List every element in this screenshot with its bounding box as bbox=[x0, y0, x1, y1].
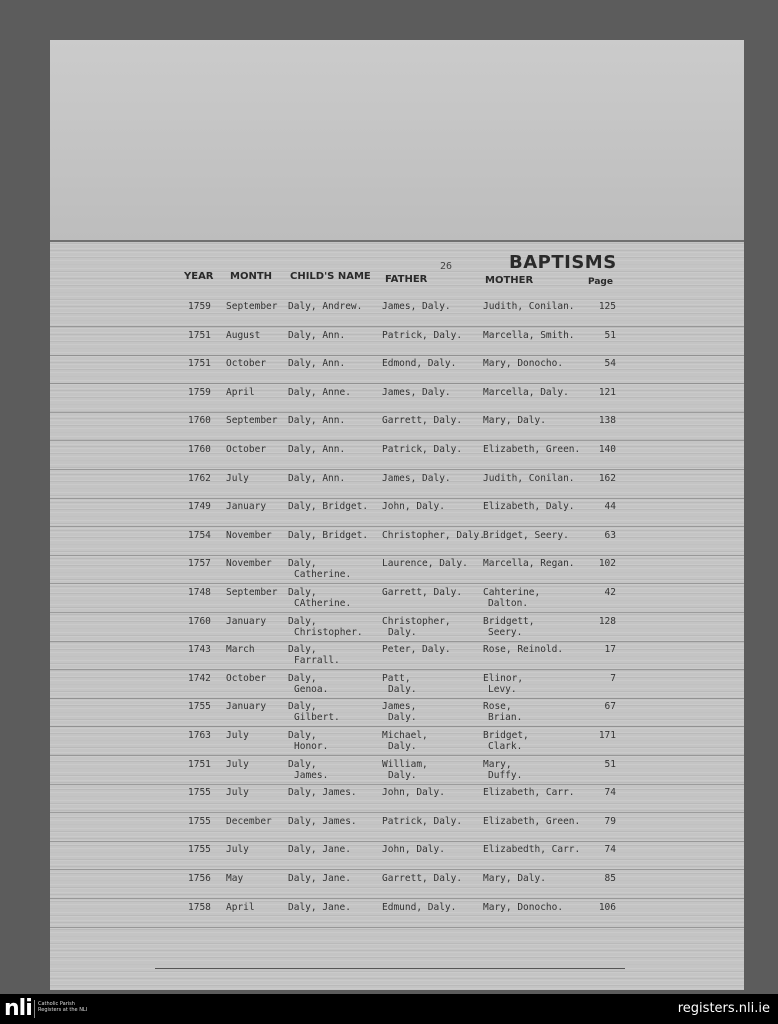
cell-father: James, bbox=[382, 701, 417, 712]
cell-month: April bbox=[226, 387, 255, 398]
cell-page: 125 bbox=[598, 301, 616, 312]
site-link[interactable]: registers.nli.ie bbox=[677, 1001, 770, 1016]
page-number: 26 bbox=[440, 261, 453, 272]
cell-month: January bbox=[226, 701, 267, 712]
cell-mother-line2: Clark. bbox=[488, 741, 523, 752]
table-row bbox=[50, 388, 744, 412]
cell-father: Laurence, Daly. bbox=[382, 558, 468, 569]
cell-mother: Mary, bbox=[483, 759, 512, 770]
cell-page: 17 bbox=[604, 644, 616, 655]
cell-year: 1743 bbox=[188, 644, 211, 655]
row-rule bbox=[50, 927, 744, 928]
cell-mother: Mary, Daly. bbox=[483, 873, 546, 884]
cell-child: Daly, Andrew. bbox=[288, 301, 363, 312]
cell-year: 1758 bbox=[188, 902, 211, 913]
table-row bbox=[50, 731, 744, 755]
table-row bbox=[50, 445, 744, 469]
cell-mother: Elizabedth, Carr. bbox=[483, 844, 581, 855]
footer-bar bbox=[0, 994, 778, 1024]
cell-child: Daly, bbox=[288, 701, 317, 712]
header-father: FATHER bbox=[385, 274, 428, 285]
nli-logo[interactable]: nli bbox=[4, 996, 32, 1021]
cell-month: September bbox=[226, 587, 278, 598]
table-row bbox=[50, 359, 744, 383]
header-child-name: CHILD'S NAME bbox=[290, 271, 371, 282]
cell-year: 1754 bbox=[188, 530, 211, 541]
cell-child: Daly, Jane. bbox=[288, 844, 351, 855]
cell-child-line2: Honor. bbox=[294, 741, 329, 752]
cell-year: 1760 bbox=[188, 415, 211, 426]
cell-child: Daly, James. bbox=[288, 816, 357, 827]
cell-month: May bbox=[226, 873, 244, 884]
cell-mother: Mary, Donocho. bbox=[483, 358, 564, 369]
cell-mother: Rose, Reinold. bbox=[483, 644, 564, 655]
row-rule bbox=[50, 784, 744, 785]
cell-child: Daly, Ann. bbox=[288, 415, 346, 426]
cell-child: Daly, bbox=[288, 673, 317, 684]
row-rule bbox=[50, 526, 744, 527]
cell-child: Daly, Ann. bbox=[288, 330, 346, 341]
cell-month: March bbox=[226, 644, 255, 655]
table-row bbox=[50, 617, 744, 641]
cell-month: October bbox=[226, 444, 267, 455]
cell-father-line2: Daly. bbox=[388, 770, 417, 781]
cell-father: Peter, Daly. bbox=[382, 644, 451, 655]
cell-child: Daly, bbox=[288, 558, 317, 569]
cell-child-line2: Catherine. bbox=[294, 569, 352, 580]
cell-mother: Marcella, Daly. bbox=[483, 387, 569, 398]
cell-mother-line2: Seery. bbox=[488, 627, 523, 638]
cell-father: Patrick, Daly. bbox=[382, 444, 463, 455]
cell-page: 138 bbox=[598, 415, 616, 426]
cell-page: 140 bbox=[598, 444, 616, 455]
cell-page: 102 bbox=[598, 558, 616, 569]
cell-year: 1757 bbox=[188, 558, 211, 569]
blank-upper-area bbox=[50, 40, 744, 240]
cell-father: Garrett, Daly. bbox=[382, 587, 463, 598]
row-rule bbox=[50, 669, 744, 670]
logo-caption: Catholic Parish Registers at the NLI bbox=[38, 1001, 88, 1013]
cell-father: John, Daly. bbox=[382, 501, 445, 512]
logo-divider bbox=[34, 1000, 35, 1018]
table-row bbox=[50, 788, 744, 812]
row-rule bbox=[50, 726, 744, 727]
cell-page: 74 bbox=[604, 844, 616, 855]
cell-child: Daly, Bridget. bbox=[288, 501, 369, 512]
table-row bbox=[50, 874, 744, 898]
row-rule bbox=[50, 869, 744, 870]
cell-month: November bbox=[226, 530, 272, 541]
row-rule bbox=[50, 841, 744, 842]
row-rule bbox=[50, 326, 744, 327]
cell-child: Daly, Bridget. bbox=[288, 530, 369, 541]
cell-year: 1751 bbox=[188, 358, 211, 369]
cell-mother-line2: Dalton. bbox=[488, 598, 529, 609]
cell-month: January bbox=[226, 501, 267, 512]
cell-page: 54 bbox=[604, 358, 616, 369]
cell-page: 128 bbox=[598, 616, 616, 627]
cell-child: Daly, bbox=[288, 587, 317, 598]
table-row bbox=[50, 845, 744, 869]
cell-mother: Cahterine, bbox=[483, 587, 541, 598]
cell-mother: Bridgett, bbox=[483, 616, 535, 627]
cell-mother: Rose, bbox=[483, 701, 512, 712]
row-rule bbox=[50, 755, 744, 756]
cell-child: Daly, bbox=[288, 616, 317, 627]
cell-page: 51 bbox=[604, 330, 616, 341]
table-row bbox=[50, 474, 744, 498]
cell-father: John, Daly. bbox=[382, 844, 445, 855]
table-row bbox=[50, 645, 744, 669]
page-fold-line bbox=[50, 240, 744, 242]
cell-father: Patrick, Daly. bbox=[382, 816, 463, 827]
cell-father: John, Daly. bbox=[382, 787, 445, 798]
table-row bbox=[50, 903, 744, 927]
cell-father: Patrick, Daly. bbox=[382, 330, 463, 341]
cell-mother-line2: Levy. bbox=[488, 684, 517, 695]
cell-child-line2: CAtherine. bbox=[294, 598, 352, 609]
cell-child-line2: Farrall. bbox=[294, 655, 340, 666]
row-rule bbox=[50, 440, 744, 441]
cell-child: Daly, bbox=[288, 730, 317, 741]
cell-father: Garrett, Daly. bbox=[382, 873, 463, 884]
cell-year: 1748 bbox=[188, 587, 211, 598]
cell-year: 1749 bbox=[188, 501, 211, 512]
cell-page: 63 bbox=[604, 530, 616, 541]
cell-year: 1759 bbox=[188, 387, 211, 398]
cell-page: 44 bbox=[604, 501, 616, 512]
row-rule bbox=[50, 641, 744, 642]
cell-mother-line2: Duffy. bbox=[488, 770, 523, 781]
cell-child-line2: Gilbert. bbox=[294, 712, 340, 723]
cell-month: September bbox=[226, 301, 278, 312]
cell-child: Daly, bbox=[288, 759, 317, 770]
cell-father-line2: Daly. bbox=[388, 684, 417, 695]
cell-mother: Marcella, Smith. bbox=[483, 330, 575, 341]
cell-child: Daly, Ann. bbox=[288, 444, 346, 455]
cell-year: 1751 bbox=[188, 759, 211, 770]
cell-month: July bbox=[226, 730, 249, 741]
cell-mother: Bridget, Seery. bbox=[483, 530, 569, 541]
row-rule bbox=[50, 555, 744, 556]
cell-year: 1755 bbox=[188, 701, 211, 712]
cell-month: December bbox=[226, 816, 272, 827]
cell-father: James, Daly. bbox=[382, 473, 451, 484]
cell-father-line2: Daly. bbox=[388, 712, 417, 723]
cell-page: 67 bbox=[604, 701, 616, 712]
cell-child: Daly, Jane. bbox=[288, 873, 351, 884]
cell-mother: Bridget, bbox=[483, 730, 529, 741]
cell-mother: Elizabeth, Daly. bbox=[483, 501, 575, 512]
row-rule bbox=[50, 812, 744, 813]
cell-child-line2: Genoa. bbox=[294, 684, 329, 695]
table-row bbox=[50, 331, 744, 355]
cell-mother: Mary, Donocho. bbox=[483, 902, 564, 913]
page-title: BAPTISMS bbox=[509, 252, 617, 273]
cell-page: 162 bbox=[598, 473, 616, 484]
row-rule bbox=[50, 498, 744, 499]
cell-month: January bbox=[226, 616, 267, 627]
cell-month: November bbox=[226, 558, 272, 569]
table-row bbox=[50, 674, 744, 698]
cell-month: August bbox=[226, 330, 261, 341]
table-row bbox=[50, 531, 744, 555]
table-row bbox=[50, 559, 744, 583]
row-rule bbox=[50, 412, 744, 413]
cell-mother: Mary, Daly. bbox=[483, 415, 546, 426]
cell-father: William, bbox=[382, 759, 428, 770]
cell-mother-line2: Brian. bbox=[488, 712, 523, 723]
header-mother: MOTHER bbox=[485, 275, 534, 286]
cell-father: Christopher, Daly. bbox=[382, 530, 485, 541]
cell-father: James, Daly. bbox=[382, 387, 451, 398]
cell-mother: Elizabeth, Green. bbox=[483, 444, 581, 455]
table-row bbox=[50, 760, 744, 784]
row-rule bbox=[50, 612, 744, 613]
cell-year: 1755 bbox=[188, 816, 211, 827]
cell-month: October bbox=[226, 358, 267, 369]
cell-month: July bbox=[226, 759, 249, 770]
cell-year: 1759 bbox=[188, 301, 211, 312]
cell-year: 1762 bbox=[188, 473, 211, 484]
bottom-rule bbox=[155, 968, 625, 969]
cell-year: 1742 bbox=[188, 673, 211, 684]
cell-father: Garrett, Daly. bbox=[382, 415, 463, 426]
cell-year: 1751 bbox=[188, 330, 211, 341]
cell-father: Michael, bbox=[382, 730, 428, 741]
cell-page: 121 bbox=[598, 387, 616, 398]
cell-month: July bbox=[226, 844, 249, 855]
cell-father: Christopher, bbox=[382, 616, 451, 627]
cell-month: July bbox=[226, 787, 249, 798]
cell-child-line2: Christopher. bbox=[294, 627, 363, 638]
cell-page: 79 bbox=[604, 816, 616, 827]
register-page bbox=[50, 40, 744, 990]
cell-month: September bbox=[226, 415, 278, 426]
cell-father-line2: Daly. bbox=[388, 627, 417, 638]
table-row bbox=[50, 588, 744, 612]
row-rule bbox=[50, 583, 744, 584]
cell-year: 1760 bbox=[188, 616, 211, 627]
cell-year: 1756 bbox=[188, 873, 211, 884]
table-row bbox=[50, 502, 744, 526]
cell-father: Patt, bbox=[382, 673, 411, 684]
cell-page: 171 bbox=[598, 730, 616, 741]
cell-page: 42 bbox=[604, 587, 616, 598]
cell-year: 1755 bbox=[188, 844, 211, 855]
table-row bbox=[50, 302, 744, 326]
cell-father: James, Daly. bbox=[382, 301, 451, 312]
cell-mother: Judith, Conilan. bbox=[483, 301, 575, 312]
cell-father-line2: Daly. bbox=[388, 741, 417, 752]
row-rule bbox=[50, 898, 744, 899]
cell-year: 1760 bbox=[188, 444, 211, 455]
cell-month: April bbox=[226, 902, 255, 913]
cell-child: Daly, bbox=[288, 644, 317, 655]
cell-child-line2: James. bbox=[294, 770, 329, 781]
cell-father: Edmond, Daly. bbox=[382, 358, 457, 369]
cell-page: 85 bbox=[604, 873, 616, 884]
table-row bbox=[50, 817, 744, 841]
cell-child: Daly, Anne. bbox=[288, 387, 351, 398]
cell-child: Daly, Ann. bbox=[288, 473, 346, 484]
cell-child: Daly, Ann. bbox=[288, 358, 346, 369]
cell-month: July bbox=[226, 473, 249, 484]
cell-mother: Elinor, bbox=[483, 673, 524, 684]
cell-mother: Marcella, Regan. bbox=[483, 558, 575, 569]
cell-child: Daly, Jane. bbox=[288, 902, 351, 913]
cell-year: 1755 bbox=[188, 787, 211, 798]
row-rule bbox=[50, 698, 744, 699]
table-row bbox=[50, 416, 744, 440]
cell-page: 74 bbox=[604, 787, 616, 798]
row-rule bbox=[50, 355, 744, 356]
row-rule bbox=[50, 383, 744, 384]
table-row bbox=[50, 702, 744, 726]
cell-father: Edmund, Daly. bbox=[382, 902, 457, 913]
row-rule bbox=[50, 469, 744, 470]
header-year: YEAR bbox=[184, 271, 214, 282]
cell-child: Daly, James. bbox=[288, 787, 357, 798]
header-month: MONTH bbox=[230, 271, 273, 282]
cell-mother: Elizabeth, Carr. bbox=[483, 787, 575, 798]
cell-month: October bbox=[226, 673, 267, 684]
cell-page: 106 bbox=[598, 902, 616, 913]
cell-page: 51 bbox=[604, 759, 616, 770]
cell-mother: Judith, Conilan. bbox=[483, 473, 575, 484]
cell-mother: Elizabeth, Green. bbox=[483, 816, 581, 827]
header-page: Page bbox=[588, 277, 613, 287]
cell-page: 7 bbox=[610, 673, 616, 684]
cell-year: 1763 bbox=[188, 730, 211, 741]
